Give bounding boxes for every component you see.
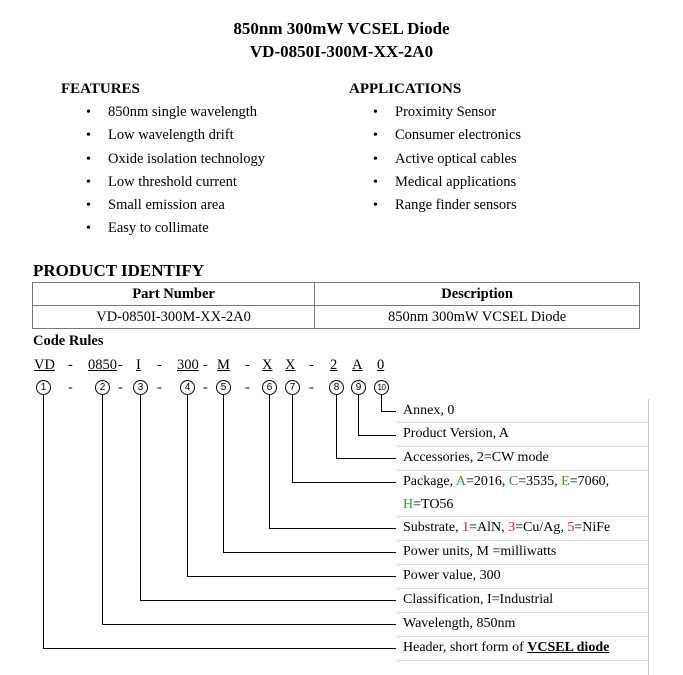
- rule-classification: Classification, I=Industrial: [403, 592, 554, 607]
- substrate-key-1: 1: [462, 520, 470, 535]
- substrate-val-3: =Cu/Ag,: [515, 520, 568, 535]
- code-dash: -: [309, 357, 314, 373]
- circle-dash: -: [245, 380, 250, 395]
- circle-number-2: 2: [95, 380, 110, 395]
- code-segment-6: X: [262, 357, 273, 373]
- rule-row-wavelength: [396, 613, 648, 637]
- package-val-a: =2016,: [466, 474, 509, 489]
- description-cell: 850nm 300mW VCSEL Diode: [315, 306, 640, 329]
- application-item: • Range finder sensors: [373, 194, 521, 217]
- code-dash: -: [118, 357, 123, 373]
- rule-row-annex: [396, 399, 648, 423]
- code-segment-9: A: [352, 357, 363, 373]
- rule-header: [403, 640, 609, 656]
- circle-number-8: 8: [329, 380, 344, 395]
- description-header: Description: [315, 283, 640, 306]
- connector-line-9: [358, 395, 359, 436]
- connector-line-1: [43, 395, 44, 649]
- code-segment-4: 300: [177, 357, 199, 373]
- code-dash: -: [157, 357, 162, 373]
- connector-line-6-h: [269, 528, 396, 529]
- substrate-val-5: =NiFe: [574, 520, 611, 535]
- connector-line-3-h: [140, 600, 396, 601]
- circle-dash: -: [203, 380, 208, 395]
- code-segment-5: M: [217, 357, 230, 373]
- connector-line-4: [187, 395, 188, 577]
- rule-power-units: Power units, M =milliwatts: [403, 544, 557, 559]
- substrate-label: Substrate,: [403, 520, 463, 535]
- circle-dash: -: [309, 380, 314, 395]
- circle-number-5: 5: [216, 380, 231, 395]
- connector-line-5-h: [223, 552, 396, 553]
- connector-line-6: [269, 395, 270, 529]
- feature-item: • Easy to collimate: [86, 217, 265, 240]
- document-title-line2: VD-0850I-300M-XX-2A0: [249, 42, 434, 61]
- rule-row-power-units: [396, 541, 648, 565]
- code-segment-2: 0850: [88, 357, 117, 373]
- code-segment-8: 2: [330, 357, 338, 373]
- rule-substrate: [403, 520, 610, 536]
- code-dash: -: [203, 357, 208, 373]
- application-item: • Medical applications: [373, 171, 521, 194]
- product-identify-table: [32, 282, 640, 329]
- substrate-key-5: 5: [567, 520, 575, 535]
- rule-package: [403, 474, 609, 490]
- package-key-a: A: [455, 474, 466, 489]
- rule-accessories: Accessories, 2=CW mode: [403, 450, 549, 465]
- circle-number-7: 7: [285, 380, 300, 395]
- applications-heading: APPLICATIONS: [349, 81, 462, 97]
- connector-line-2: [102, 395, 103, 625]
- circle-number-10: 10: [374, 380, 389, 395]
- circle-dash: -: [118, 380, 123, 395]
- code-rules-heading: Code Rules: [33, 333, 104, 349]
- connector-line-4-h: [187, 576, 396, 577]
- connector-line-7: [292, 395, 293, 483]
- connector-line-10: [381, 395, 382, 412]
- connector-line-1-h: [43, 648, 396, 649]
- features-heading: FEATURES: [61, 81, 140, 97]
- circle-dash: -: [68, 380, 73, 395]
- document-title-line1: 850nm 300mW VCSEL Diode: [233, 19, 450, 38]
- code-dash: -: [68, 357, 73, 373]
- code-dash: -: [245, 357, 250, 373]
- header-label: Header, short form of: [403, 640, 528, 655]
- package-val-e: =7060,: [569, 474, 610, 489]
- feature-item: • 850nm single wavelength: [86, 101, 265, 124]
- code-segment-10: 0: [377, 357, 385, 373]
- product-identify-heading: PRODUCT IDENTIFY: [33, 261, 205, 280]
- part-number-header: Part Number: [33, 283, 315, 306]
- rule-annex: Annex, 0: [403, 403, 455, 418]
- substrate-val-1: =AlN,: [469, 520, 509, 535]
- package-key-h: H: [403, 497, 414, 512]
- substrate-key-3: 3: [508, 520, 516, 535]
- rule-row-substrate: [396, 517, 648, 541]
- package-val-c: =3535,: [518, 474, 562, 489]
- header-bold-term: VCSEL diode: [527, 640, 610, 655]
- part-number-cell: VD-0850I-300M-XX-2A0: [33, 306, 315, 329]
- connector-line-9-h: [358, 435, 396, 436]
- rule-row-header: [396, 637, 648, 661]
- feature-item: • Small emission area: [86, 194, 265, 217]
- rule-row-power-value: [396, 565, 648, 589]
- circle-number-4: 4: [180, 380, 195, 395]
- circle-number-6: 6: [262, 380, 277, 395]
- rule-package-line2: [403, 497, 453, 513]
- package-val-h: =TO56: [413, 497, 454, 512]
- code-segment-1: VD: [34, 357, 55, 373]
- code-segment-7: X: [285, 357, 296, 373]
- package-key-e: E: [561, 474, 570, 489]
- connector-line-8-h: [336, 458, 396, 459]
- connector-line-5: [223, 395, 224, 553]
- circle-number-9: 9: [351, 380, 366, 395]
- package-key-c: C: [508, 474, 519, 489]
- rule-wavelength: Wavelength, 850nm: [403, 616, 516, 631]
- rule-row-product-version: [396, 423, 648, 447]
- circle-number-1: 1: [36, 380, 51, 395]
- rule-product-version: Product Version, A: [403, 426, 509, 441]
- rule-power-value: Power value, 300: [403, 568, 501, 583]
- package-label: Package,: [403, 474, 456, 489]
- code-rules-legend: [396, 399, 649, 675]
- connector-line-7-h: [292, 482, 396, 483]
- connector-line-3: [140, 395, 141, 601]
- rule-row-accessories: [396, 447, 648, 471]
- feature-item: • Low threshold current: [86, 171, 265, 194]
- connector-line-8: [336, 395, 337, 459]
- applications-list: [373, 101, 521, 217]
- circle-dash: -: [157, 380, 162, 395]
- circle-number-3: 3: [133, 380, 148, 395]
- code-segment-3: I: [136, 357, 141, 373]
- rule-row-classification: [396, 589, 648, 613]
- application-item: • Active optical cables: [373, 148, 521, 171]
- connector-line-10-h: [381, 411, 396, 412]
- application-item: • Consumer electronics: [373, 124, 521, 147]
- rule-row-package: [396, 471, 648, 517]
- feature-item: • Low wavelength drift: [86, 124, 265, 147]
- connector-line-2-h: [102, 624, 396, 625]
- feature-item: • Oxide isolation technology: [86, 148, 265, 171]
- features-list: [86, 101, 265, 241]
- application-item: • Proximity Sensor: [373, 101, 521, 124]
